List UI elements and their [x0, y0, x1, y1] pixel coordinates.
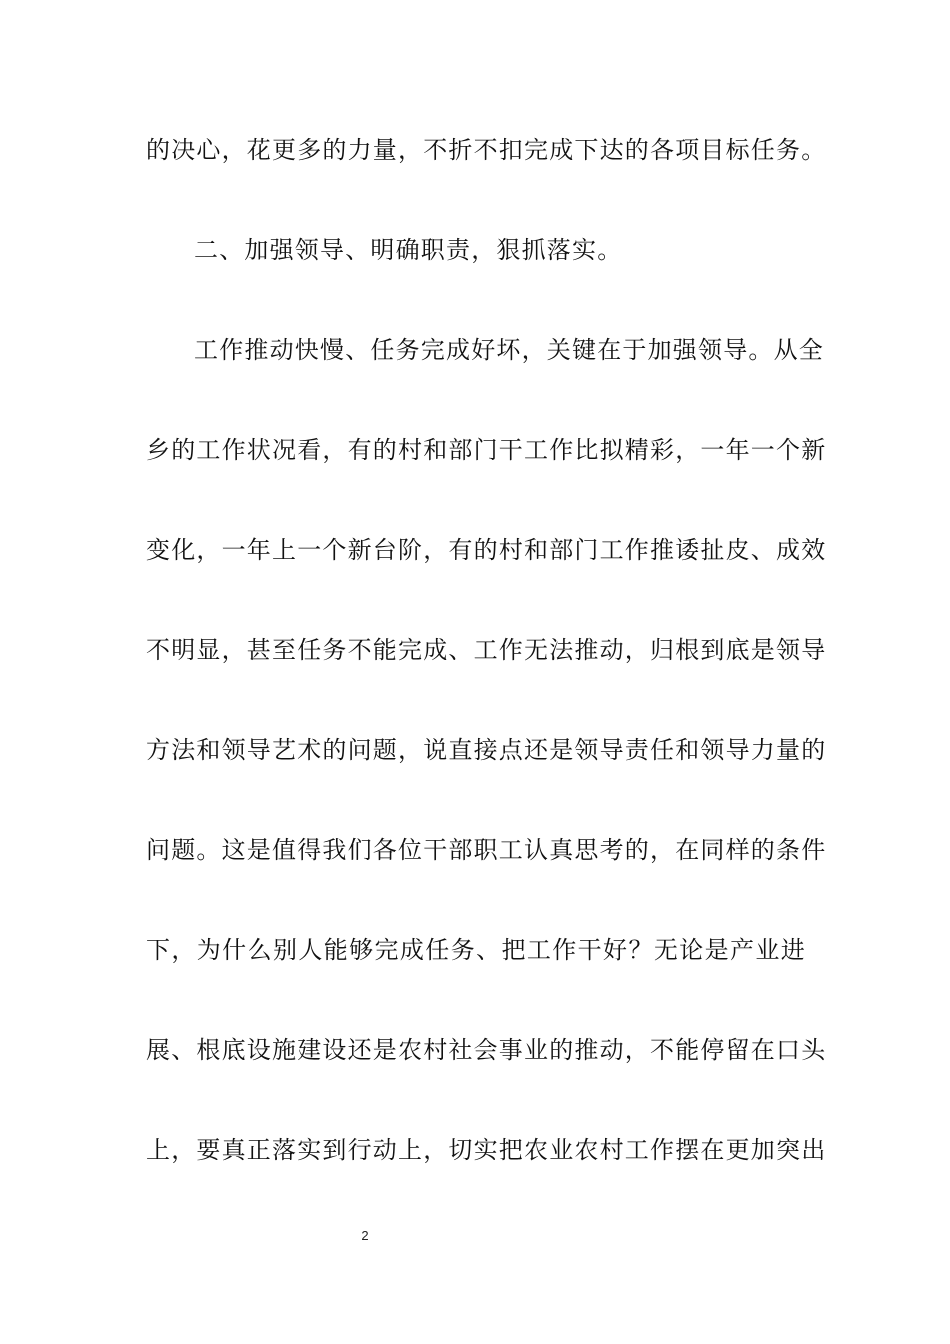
paragraph-line: 上，要真正落实到行动上，切实把农业农村工作摆在更加突出 [146, 1136, 827, 1164]
paragraph-line: 问题。这是值得我们各位干部职工认真思考的，在同样的条件 [146, 836, 827, 864]
page-number: 2 [361, 1228, 369, 1243]
section-heading: 二、加强领导、明确职责，狠抓落实。 [194, 236, 623, 264]
paragraph-line: 变化，一年上一个新台阶，有的村和部门工作推诿扯皮、成效 [146, 536, 827, 564]
paragraph-line: 下，为什么别人能够完成任务、把工作干好？无论是产业进 [146, 936, 806, 964]
paragraph-line: 不明显，甚至任务不能完成、工作无法推动，归根到底是领导 [146, 636, 827, 664]
paragraph-line: 的决心，花更多的力量，不折不扣完成下达的各项目标任务。 [146, 136, 827, 164]
paragraph-line: 工作推动快慢、任务完成好坏，关键在于加强领导。从全 [194, 336, 824, 364]
paragraph-line: 乡的工作状况看，有的村和部门干工作比拟精彩，一年一个新 [146, 436, 827, 464]
paragraph-line: 方法和领导艺术的问题，说直接点还是领导责任和领导力量的 [146, 736, 827, 764]
paragraph-line: 展、根底设施建设还是农村社会事业的推动，不能停留在口头 [146, 1036, 827, 1064]
